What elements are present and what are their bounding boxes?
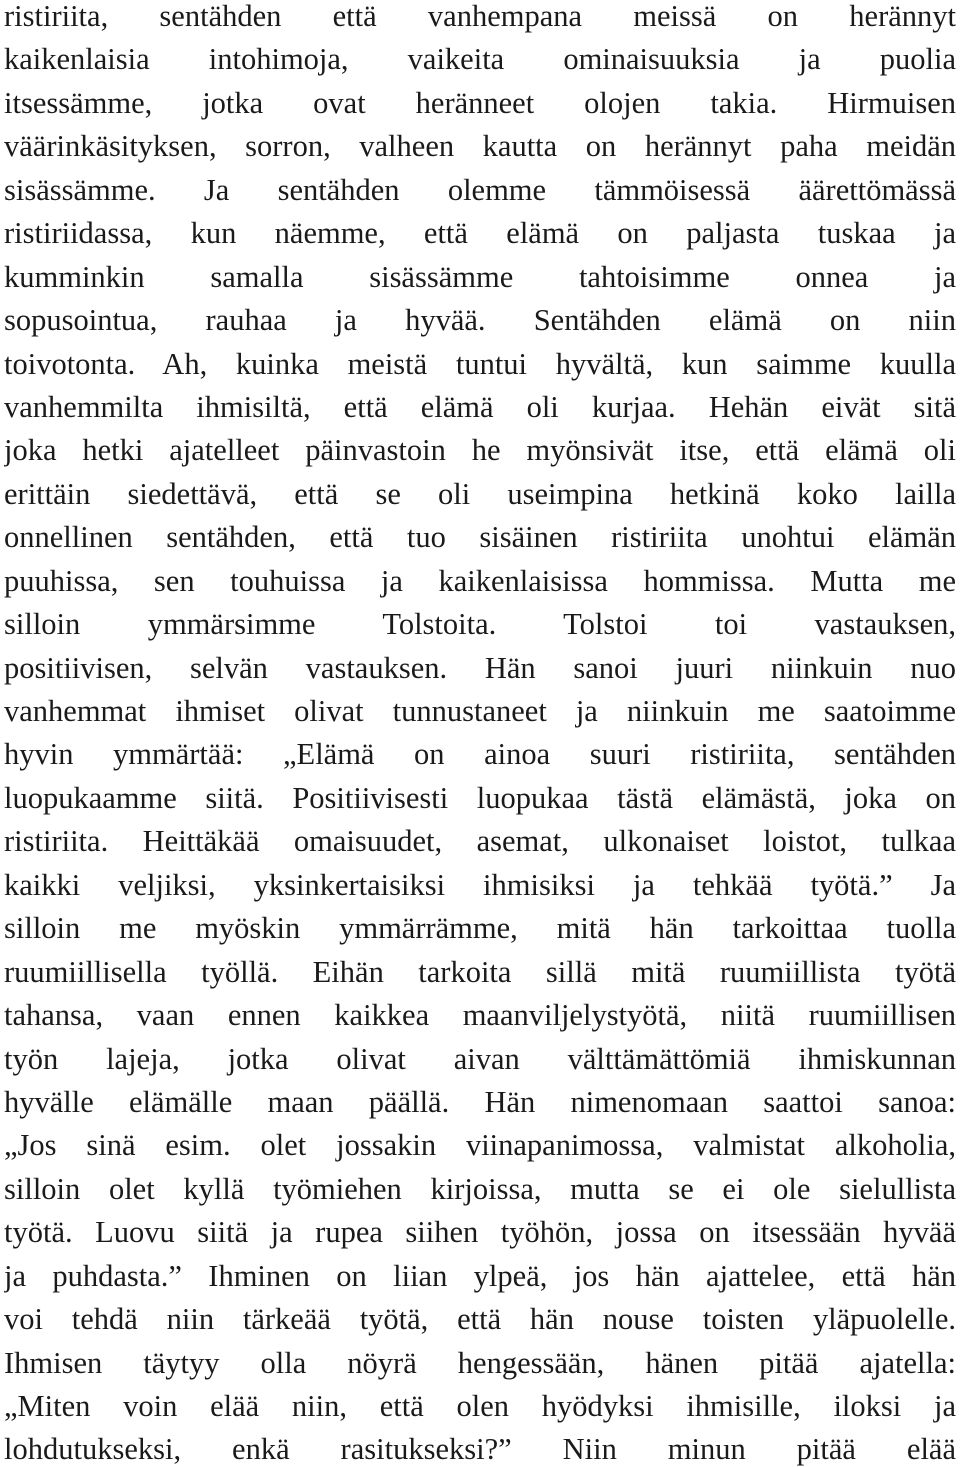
text-line: kaikki veljiksi, yksinkertaisiksi ihmisiksi ja tehkää työtä.” Ja	[4, 868, 956, 902]
text-line: silloin ymmärsimme Tolstoita. Tolstoi toi vastauksen,	[4, 608, 956, 642]
text-line: joka hetki ajatelleet päinvastoin he myönsivät itse, että elämä oli	[4, 434, 956, 468]
text-line: erittäin siedettävä, että se oli useimpina hetkinä koko lailla	[4, 477, 956, 511]
text-line: kaikenlaisia intohimoja, vaikeita ominaisuuksia ja puolia	[4, 43, 956, 77]
text-line: „Miten voin elää niin, että olen hyödyksi ihmisille, iloksi ja	[4, 1390, 956, 1423]
text-line: hyvälle elämälle maan päällä. Hän nimenomaan saattoi sanoa:	[4, 1085, 956, 1119]
text-line: silloin olet kyllä työmiehen kirjoissa, mutta se ei ole sielullista	[4, 1172, 956, 1206]
text-line: puuhissa, sen touhuissa ja kaikenlaisissa hommissa. Mutta me	[4, 564, 956, 598]
text-line: onnellinen sentähden, että tuo sisäinen ristiriita unohtui elämän	[4, 521, 956, 555]
text-line: toivotonta. Ah, kuinka meistä tuntui hyvältä, kun saimme kuulla	[4, 347, 956, 381]
body-text	[4, 0, 956, 1467]
text-line: hyvin ymmärtää: „Elämä on ainoa suuri ristiriita, sentähden	[4, 738, 956, 772]
text-line: ja puhdasta.” Ihminen on liian ylpeä, jos hän ajattelee, että hän	[4, 1259, 956, 1293]
text-line: ristiriidassa, kun näemme, että elämä on paljasta tuskaa ja	[4, 217, 956, 251]
text-line: ristiriita. Heittäkää omaisuudet, asemat, ulkonaiset loistot, tulkaa	[4, 825, 956, 859]
text-line: itsessämme, jotka ovat heränneet olojen takia. Hirmuisen	[4, 86, 956, 120]
text-line: Ihmisen täytyy olla nöyrä hengessään, hänen pitää ajatella:	[4, 1346, 956, 1380]
text-line: ristiriita, sentähden että vanhempana meissä on herännyt	[4, 0, 956, 33]
text-line: positiivisen, selvän vastauksen. Hän sanoi juuri niinkuin nuo	[4, 651, 956, 685]
text-line: luopukaamme siitä. Positiivisesti luopukaa tästä elämästä, joka on	[4, 781, 956, 815]
text-line: voi tehdä niin tärkeää työtä, että hän nouse toisten yläpuolelle.	[4, 1303, 956, 1337]
text-line: silloin me myöskin ymmärrämme, mitä hän tarkoittaa tuolla	[4, 912, 956, 946]
text-line: väärinkäsityksen, sorron, valheen kautta on herännyt paha meidän	[4, 130, 956, 164]
text-line: työtä. Luovu siitä ja rupea siihen työhön, jossa on itsessään hyvää	[4, 1216, 956, 1250]
text-line: sisässämme. Ja sentähden olemme tämmöisessä äärettömässä	[4, 173, 956, 207]
text-line: työn lajeja, jotka olivat aivan välttämättömiä ihmiskunnan	[4, 1042, 956, 1076]
text-line: lohdutukseksi, enkä rasitukseksi?” Niin minun pitää elää	[4, 1433, 956, 1467]
text-line: kumminkin samalla sisässämme tahtoisimme onnea ja	[4, 260, 956, 294]
text-line: vanhemmilta ihmisiltä, että elämä oli kurjaa. Hehän eivät sitä	[4, 390, 956, 424]
text-line: ruumiillisella työllä. Eihän tarkoita sillä mitä ruumiillista työtä	[4, 955, 956, 989]
text-line: sopusointua, rauhaa ja hyvää. Sentähden elämä on niin	[4, 304, 956, 338]
text-line: tahansa, vaan ennen kaikkea maanviljelystyötä, niitä ruumiillisen	[4, 999, 956, 1033]
text-line: „Jos sinä esim. olet jossakin viinapanimossa, valmistat alkoholia,	[4, 1129, 956, 1163]
text-line: vanhemmat ihmiset olivat tunnustaneet ja niinkuin me saatoimme	[4, 695, 956, 728]
